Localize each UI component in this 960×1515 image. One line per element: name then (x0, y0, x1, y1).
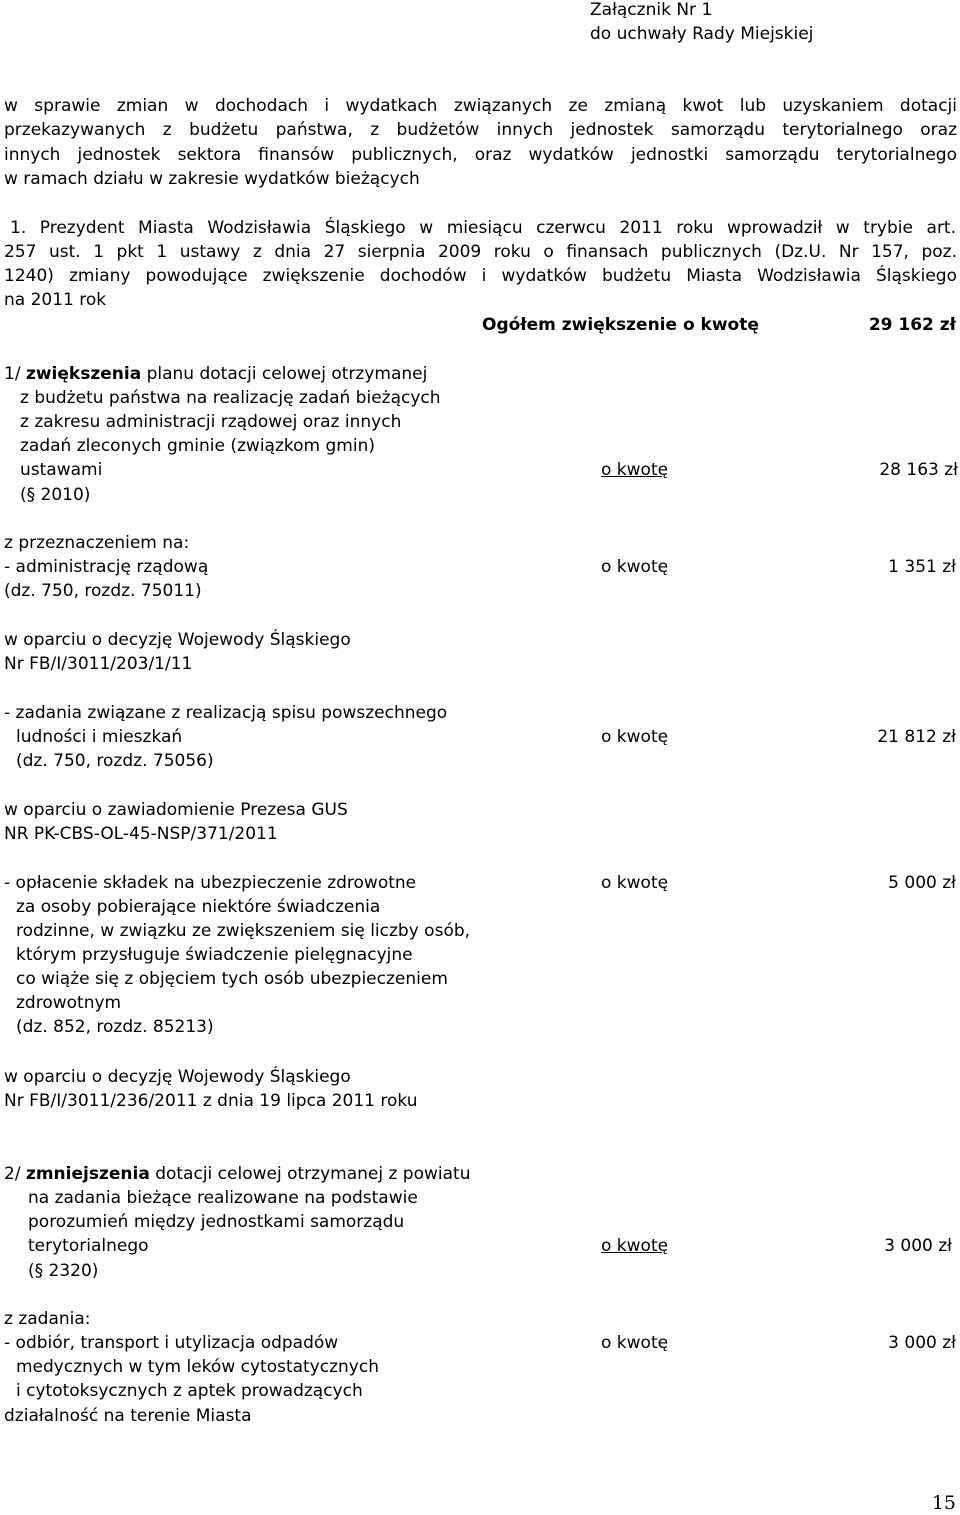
section1-line: ustawami (20, 460, 103, 480)
item-line: - administrację rządową (4, 557, 209, 577)
basis-line: w oparciu o zawiadomienie Prezesa GUS (4, 800, 348, 820)
title-line: innych jednostek sektora finansów publicznych, oraz wydatków jednostki samorządu terytorialnego (4, 145, 957, 165)
item-line: którym przysługuje świadczenie pielęgnacyjne (16, 945, 413, 965)
item-line: zdrowotnym (16, 993, 122, 1013)
basis-line: w oparciu o decyzję Wojewody Śląskiego (4, 630, 351, 650)
item-line: (dz. 852, rozdz. 85213) (16, 1017, 214, 1037)
header-resolution: do uchwały Rady Miejskiej (590, 24, 814, 44)
item-line: co wiąże się z objęciem tych osób ubezpieczeniem (16, 969, 448, 989)
intro-line: 1240) zmiany powodujące zwiększenie dochodów i wydatków budżetu Miasta Wodzisławia Śląskiego (4, 266, 957, 286)
kwota-label: o kwotę (601, 1333, 669, 1353)
section1-line: z budżetu państwa na realizację zadań bieżących (20, 388, 441, 408)
item-line: - opłacenie składek na ubezpieczenie zdrowotne (4, 873, 417, 893)
page-number: 15 (931, 1492, 956, 1514)
section2-line: porozumień między jednostkami samorządu (28, 1212, 405, 1232)
section1-amount: 28 163 zł (879, 460, 958, 480)
item-amount: 1 351 zł (888, 557, 956, 577)
header-attachment: Załącznik Nr 1 (590, 0, 713, 20)
task-label: z zadania: (4, 1309, 91, 1329)
section2-line: terytorialnego (28, 1236, 149, 1256)
section1-amount-row: o kwotę 28 163 zł (601, 460, 958, 480)
basis-line: w oparciu o decyzję Wojewody Śląskiego (4, 1067, 351, 1087)
section2-line: (§ 2320) (28, 1261, 99, 1281)
item-line: ludności i mieszkań (16, 727, 183, 747)
total-amount: 29 162 zł (868, 315, 956, 335)
item-line: - odbiór, transport i utylizacja odpadów (4, 1333, 339, 1353)
kwota-label: o kwotę (601, 557, 669, 577)
item-amount: 3 000 zł (888, 1333, 956, 1353)
item-line: rodzinne, w związku ze zwiększeniem się liczby osób, (16, 921, 471, 941)
section2-heading: 2/ zmniejszenia dotacji celowej otrzymanej z powiatu (4, 1164, 471, 1184)
item-line: działalność na terenie Miasta (4, 1406, 252, 1426)
basis-line: NR PK-CBS-OL-45-NSP/371/2011 (4, 824, 278, 844)
item-line: medycznych w tym leków cytostatycznych (16, 1357, 379, 1377)
section2-bold: zmniejszenia (25, 1164, 150, 1184)
kwota-label: o kwotę (601, 873, 669, 893)
section1-line: z zakresu administracji rządowej oraz innych (20, 412, 402, 432)
item-line: (dz. 750, rozdz. 75011) (4, 581, 202, 601)
item-amount: 21 812 zł (877, 727, 956, 747)
basis-line: Nr FB/I/3011/236/2011 z dnia 19 lipca 2011 roku (4, 1091, 418, 1111)
item-line: za osoby pobierające niektóre świadczenia (16, 897, 381, 917)
section1-heading: 1/ zwiększenia planu dotacji celowej otrzymanej (4, 364, 428, 384)
intro-line: na 2011 rok (4, 290, 107, 310)
section2-amount: 3 000 zł (884, 1236, 952, 1256)
item-line: (dz. 750, rozdz. 75056) (16, 751, 214, 771)
intro-line: 257 ust. 1 pkt 1 ustawy z dnia 27 sierpnia 2009 roku o finansach publicznych (Dz.U. Nr 157, poz. (4, 242, 957, 262)
section1-paragraph: (§ 2010) (20, 485, 91, 505)
section2-amount-row: o kwotę 3 000 zł (601, 1236, 952, 1256)
title-line: w sprawie zmian w dochodach i wydatkach związanych ze zmianą kwot lub uzyskaniem dotacji (4, 96, 957, 116)
kwota-label: o kwotę (601, 727, 669, 747)
item-line: - zadania związane z realizacją spisu powszechnego (4, 703, 448, 723)
item-line: i cytotoksycznych z aptek prowadzących (16, 1381, 363, 1401)
section1-bold: zwiększenia (25, 364, 142, 384)
intro-line: 1. Prezydent Miasta Wodzisławia Śląskiego w miesiącu czerwcu 2011 roku wprowadził w trybie art. (10, 218, 956, 238)
basis-line: Nr FB/I/3011/203/1/11 (4, 654, 193, 674)
total-label: Ogółem zwiększenie o kwotę (482, 315, 759, 335)
section2-line: na zadania bieżące realizowane na podstawie (28, 1188, 418, 1208)
purpose-label: z przeznaczeniem na: (4, 533, 190, 553)
title-line: przekazywanych z budżetu państwa, z budżetów innych jednostek samorządu terytorialnego oraz (4, 120, 957, 140)
section1-line: zadań zleconych gminie (związkom gmin) (20, 436, 375, 456)
title-line: w ramach działu w zakresie wydatków bieżących (4, 169, 420, 189)
item-amount: 5 000 zł (888, 873, 956, 893)
